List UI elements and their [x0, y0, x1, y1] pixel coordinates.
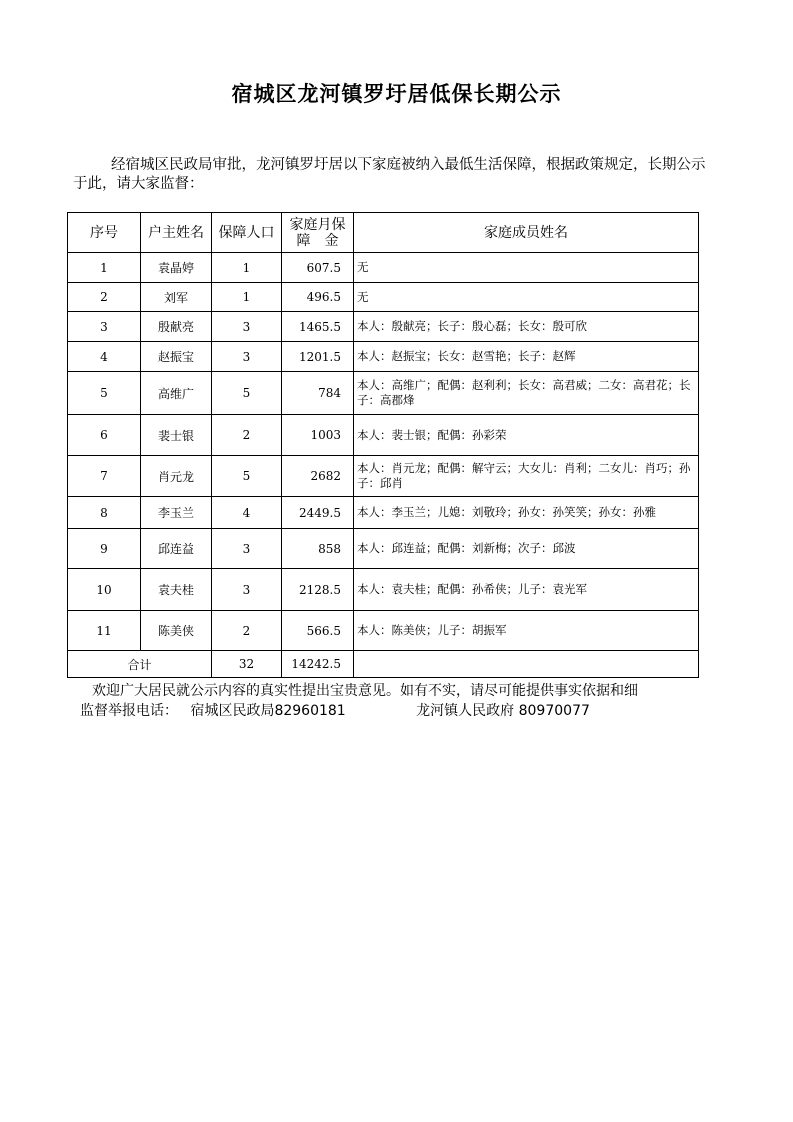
row-seq: 11 [68, 611, 141, 651]
row-amount: 1465.5 [282, 312, 354, 342]
row-persons: 3 [212, 342, 282, 372]
row-persons: 5 [212, 456, 282, 497]
row-seq: 6 [68, 415, 141, 456]
row-seq: 9 [68, 529, 141, 569]
row-persons: 2 [212, 611, 282, 651]
row-persons: 3 [212, 529, 282, 569]
row-seq: 3 [68, 312, 141, 342]
row-persons: 1 [212, 283, 282, 312]
row-amount: 496.5 [282, 283, 354, 312]
row-seq: 1 [68, 253, 141, 283]
row-persons: 3 [212, 312, 282, 342]
row-members: 无 [354, 253, 699, 283]
row-head-name: 殷献亮 [141, 312, 212, 342]
row-amount: 1201.5 [282, 342, 354, 372]
table-row [68, 312, 699, 342]
header-amount [282, 213, 354, 253]
row-persons: 4 [212, 497, 282, 529]
row-head-name: 李玉兰 [141, 497, 212, 529]
row-head-name: 袁晶婷 [141, 253, 212, 283]
row-members: 本人：高维广；配偶：赵利利；长女：高君威；二女：高君花；长子：高郡烽 [354, 372, 699, 415]
row-amount: 607.5 [282, 253, 354, 283]
row-persons: 2 [212, 415, 282, 456]
row-head-name: 高维广 [141, 372, 212, 415]
header-persons: 保障人口 [212, 213, 282, 253]
row-members: 本人：李玉兰；儿媳：刘敬玲；孙女：孙笑笑；孙女：孙雅 [354, 497, 699, 529]
header-amount-line1: 家庭月保 [289, 216, 346, 233]
row-members: 本人：殷献亮；长子：殷心磊；长女：殷可欣 [354, 312, 699, 342]
header-amount-line2: 障 金 [296, 232, 339, 249]
row-head-name: 赵振宝 [141, 342, 212, 372]
row-amount: 566.5 [282, 611, 354, 651]
row-seq: 8 [68, 497, 141, 529]
row-seq: 4 [68, 342, 141, 372]
table-row [68, 456, 699, 497]
footer-dept2: 龙河镇人民政府 80970077 [416, 703, 590, 719]
row-head-name: 袁夫桂 [141, 569, 212, 611]
row-members: 本人：裴士银；配偶：孙彩荣 [354, 415, 699, 456]
table-row [68, 372, 699, 415]
row-amount: 858 [282, 529, 354, 569]
footer-contact [80, 700, 590, 720]
table-row [68, 253, 699, 283]
total-members [354, 651, 699, 678]
row-persons: 1 [212, 253, 282, 283]
row-members: 本人：邱连益；配偶：刘新梅；次子：邱波 [354, 529, 699, 569]
row-amount: 2682 [282, 456, 354, 497]
row-members: 本人：陈美侠；儿子：胡振军 [354, 611, 699, 651]
row-head-name: 裴士银 [141, 415, 212, 456]
row-members: 本人：肖元龙；配偶：解守云；大女儿：肖利；二女儿：肖巧；孙子：邱肖 [354, 456, 699, 497]
table-row [68, 529, 699, 569]
table-row [68, 611, 699, 651]
footer-contact-label: 监督举报电话： [80, 703, 178, 719]
row-persons: 3 [212, 569, 282, 611]
header-head-name: 户主姓名 [141, 213, 212, 253]
footer-dept1: 宿城区民政局82960181 [190, 703, 346, 719]
row-head-name: 陈美侠 [141, 611, 212, 651]
total-row [68, 651, 699, 678]
page-title: 宿城区龙河镇罗圩居低保长期公示 [231, 81, 562, 106]
row-amount: 2449.5 [282, 497, 354, 529]
row-head-name: 肖元龙 [141, 456, 212, 497]
header-members: 家庭成员姓名 [354, 213, 699, 253]
row-head-name: 刘军 [141, 283, 212, 312]
footer-notice: 欢迎广大居民就公示内容的真实性提出宝贵意见。如有不实，请尽可能提供事实依据和细 [92, 683, 638, 699]
total-persons: 32 [212, 651, 282, 678]
subsistence-table [67, 212, 699, 678]
row-amount: 784 [282, 372, 354, 415]
header-seq: 序号 [68, 213, 141, 253]
row-seq: 5 [68, 372, 141, 415]
table-row [68, 283, 699, 312]
table-row [68, 497, 699, 529]
row-amount: 2128.5 [282, 569, 354, 611]
row-members: 无 [354, 283, 699, 312]
table-row [68, 415, 699, 456]
total-label: 合计 [68, 651, 212, 678]
row-seq: 10 [68, 569, 141, 611]
row-head-name: 邱连益 [141, 529, 212, 569]
table-row [68, 569, 699, 611]
row-members: 本人：袁夫桂；配偶：孙希侠；儿子：袁光军 [354, 569, 699, 611]
table-row [68, 342, 699, 372]
row-seq: 2 [68, 283, 141, 312]
row-seq: 7 [68, 456, 141, 497]
row-amount: 1003 [282, 415, 354, 456]
row-persons: 5 [212, 372, 282, 415]
intro-paragraph: 经宿城区民政局审批，龙河镇罗圩居以下家庭被纳入最低生活保障，根据政策规定，长期公示于此，请大家监督： [73, 157, 706, 192]
row-members: 本人：赵振宝；长女：赵雪艳；长子：赵辉 [354, 342, 699, 372]
total-amount: 14242.5 [282, 651, 354, 678]
table-header-row [68, 213, 699, 253]
